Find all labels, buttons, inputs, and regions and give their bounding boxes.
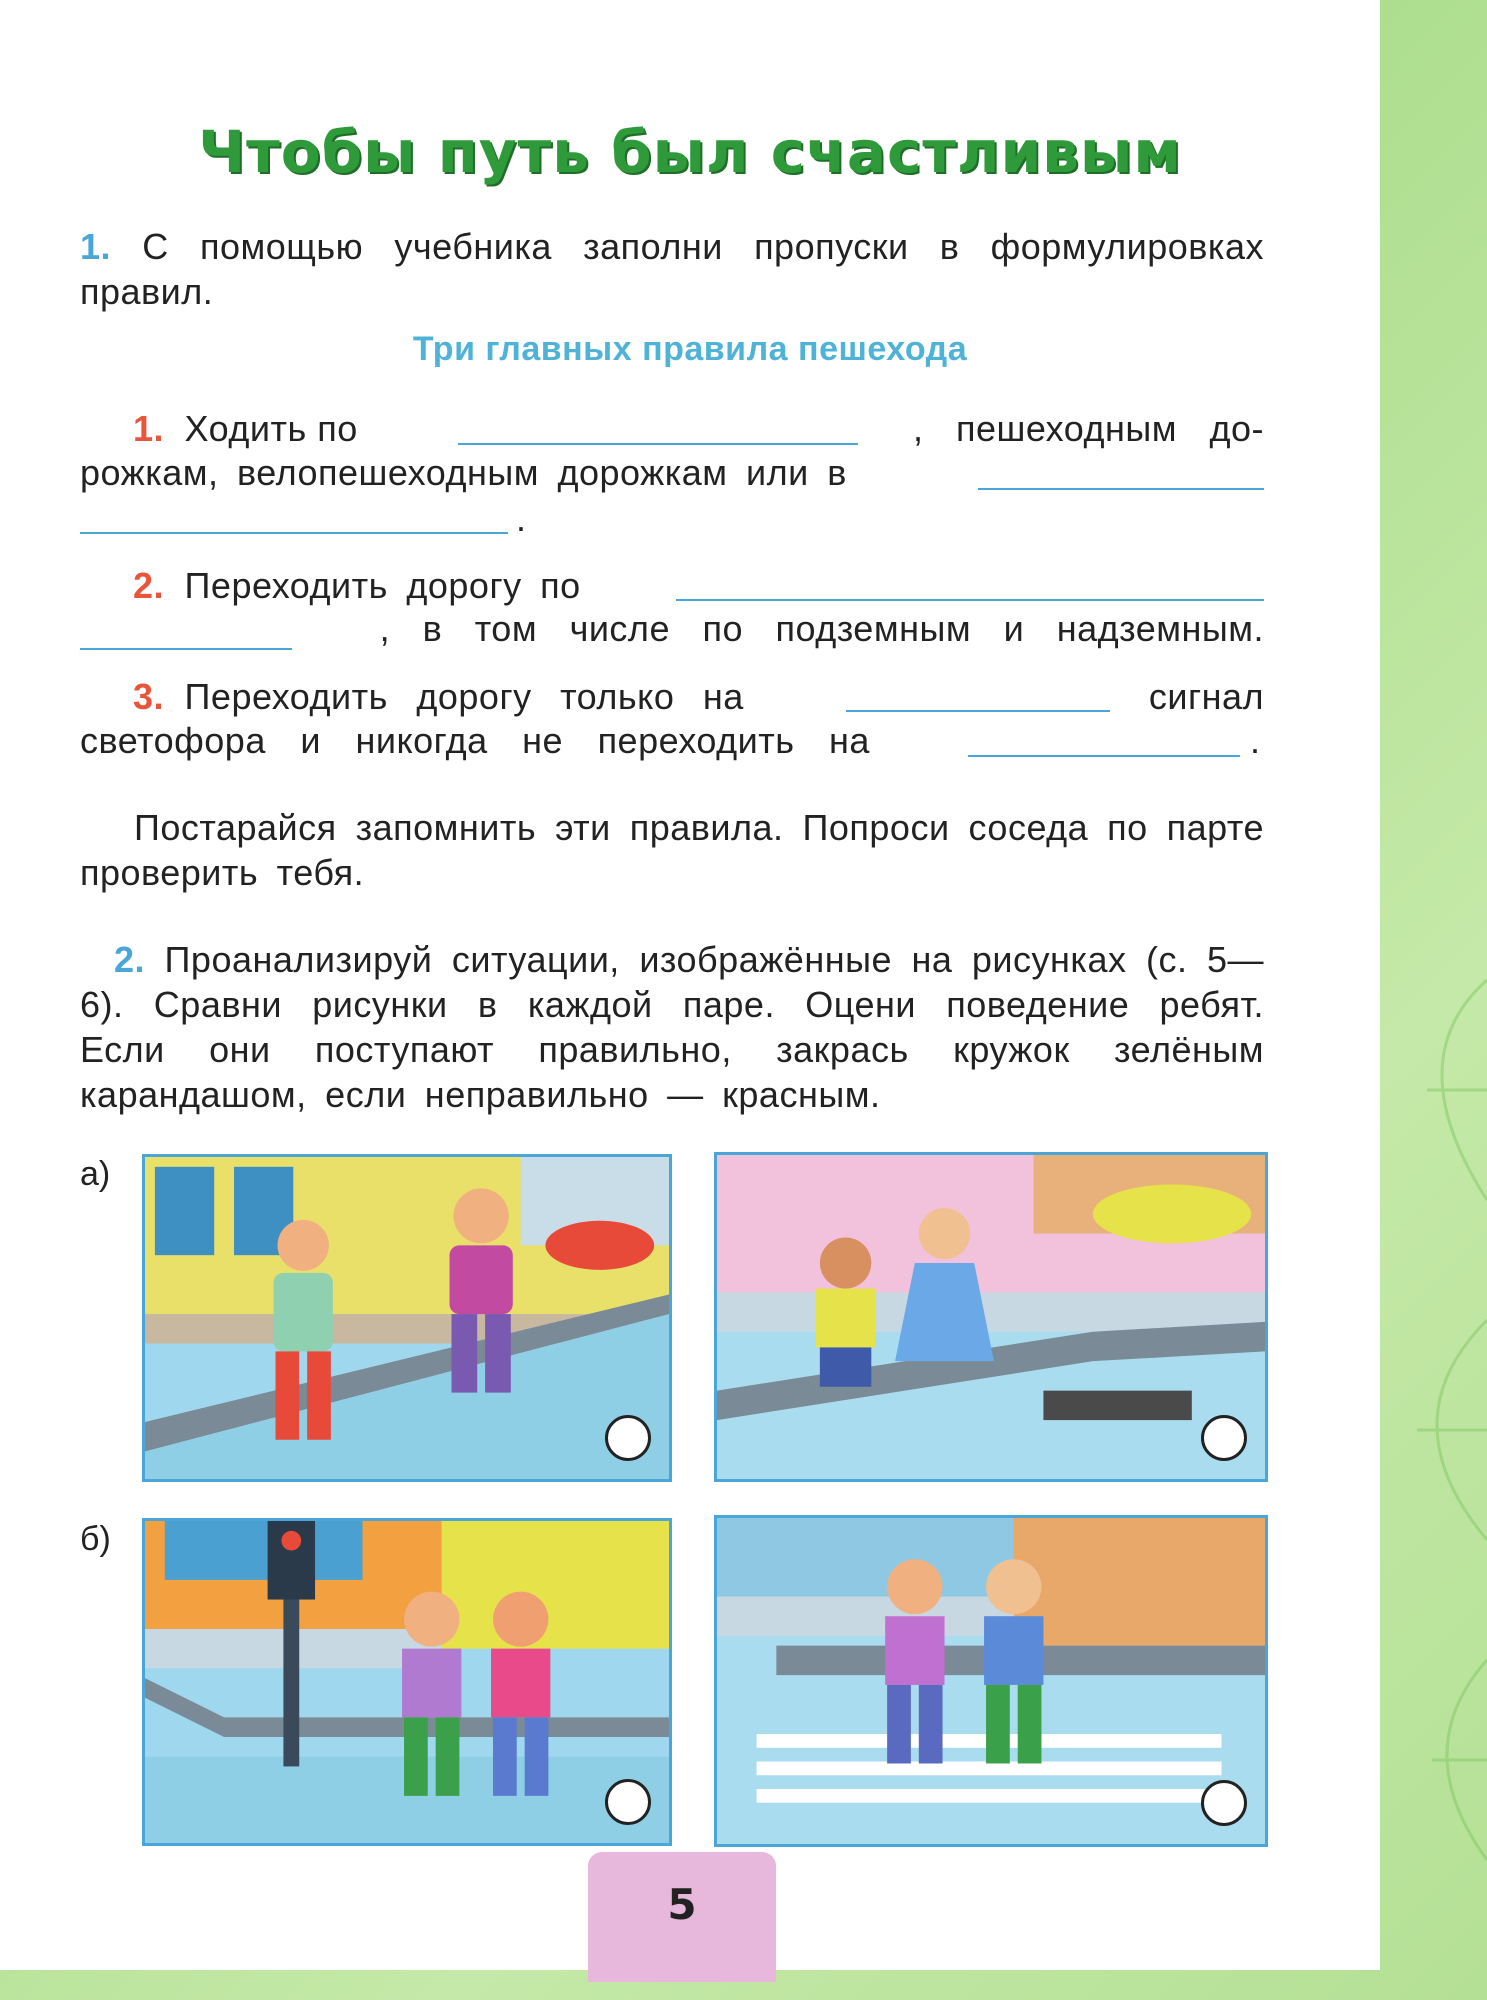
task-2-text: Проанализируй ситуации, изображённые на рисунках (с. 5—6). Сравни рисунки в каждой паре. Оцени поведение ребят. Если они поступают правильно, закрась кружок зелёным карандашом, если неправильно — красным. — [80, 939, 1264, 1115]
answer-circle-a2[interactable] — [1201, 1415, 1247, 1461]
rule-3-text-a: Переходить дорогу только на — [184, 676, 744, 717]
task-1-number: 1. — [80, 226, 112, 267]
rule-1-number: 1. — [133, 408, 165, 449]
rule-1-text-d: . — [516, 498, 527, 539]
reminder-text: Постарайся запомнить эти правила. Попроси соседа по парте проверить тебя. — [80, 807, 1264, 893]
rule-1-text-a: Ходить по — [184, 408, 358, 449]
rule-1-blank-2[interactable] — [978, 488, 1264, 490]
rule-2-blank-2[interactable] — [80, 648, 292, 650]
illustration-b2 — [714, 1515, 1268, 1847]
rule-1-blank-3[interactable] — [80, 532, 508, 534]
rule-2-start — [133, 565, 581, 607]
page-number: 5 — [667, 1880, 697, 1929]
page-number-tab — [588, 1852, 776, 1982]
rule-1-text-b: , пешеходным до- — [913, 408, 1264, 449]
rule-3-blank-2[interactable] — [968, 755, 1240, 757]
rule-2-text-b: , в том числе по подземным и надземным. — [379, 608, 1264, 649]
illustration-a2 — [714, 1152, 1268, 1482]
task-2-number: 2. — [114, 939, 146, 980]
illustration-a1 — [142, 1154, 672, 1482]
leaf-pattern-decoration — [1367, 900, 1487, 2000]
rules-heading: Три главных правила пешехода — [412, 330, 968, 368]
rule-3-text-c: светофора и никогда не переходить на — [80, 720, 870, 761]
rule-2-number: 2. — [133, 565, 165, 606]
answer-circle-b1[interactable] — [605, 1779, 651, 1825]
rule-2-text-a: Переходить дорогу по — [184, 565, 581, 606]
task-1-text: С помощью учебника заполни пропуски в формулировках правил. — [80, 226, 1264, 312]
rule-3-blank-1[interactable] — [846, 710, 1110, 712]
rule-3-start — [133, 676, 744, 718]
row-label-b: б) — [80, 1520, 111, 1558]
rule-1-blank-1[interactable] — [458, 443, 858, 445]
rule-2-blank-1[interactable] — [676, 599, 1264, 601]
task-1 — [80, 224, 1264, 314]
rule-3-number: 3. — [133, 676, 165, 717]
task-2 — [80, 937, 1264, 1117]
illustration-b1 — [142, 1518, 672, 1846]
page-title: Чтобы путь был счастливым — [198, 118, 1182, 186]
answer-circle-a1[interactable] — [605, 1415, 651, 1461]
rule-3-text-b: сигнал — [1148, 676, 1264, 717]
rule-1-start — [133, 408, 358, 450]
rule-1-text-c: рожкам, велопешеходным дорожкам или в — [80, 452, 847, 493]
row-label-a: а) — [80, 1155, 111, 1193]
answer-circle-b2[interactable] — [1201, 1780, 1247, 1826]
rule-3-text-d: . — [1250, 720, 1261, 761]
